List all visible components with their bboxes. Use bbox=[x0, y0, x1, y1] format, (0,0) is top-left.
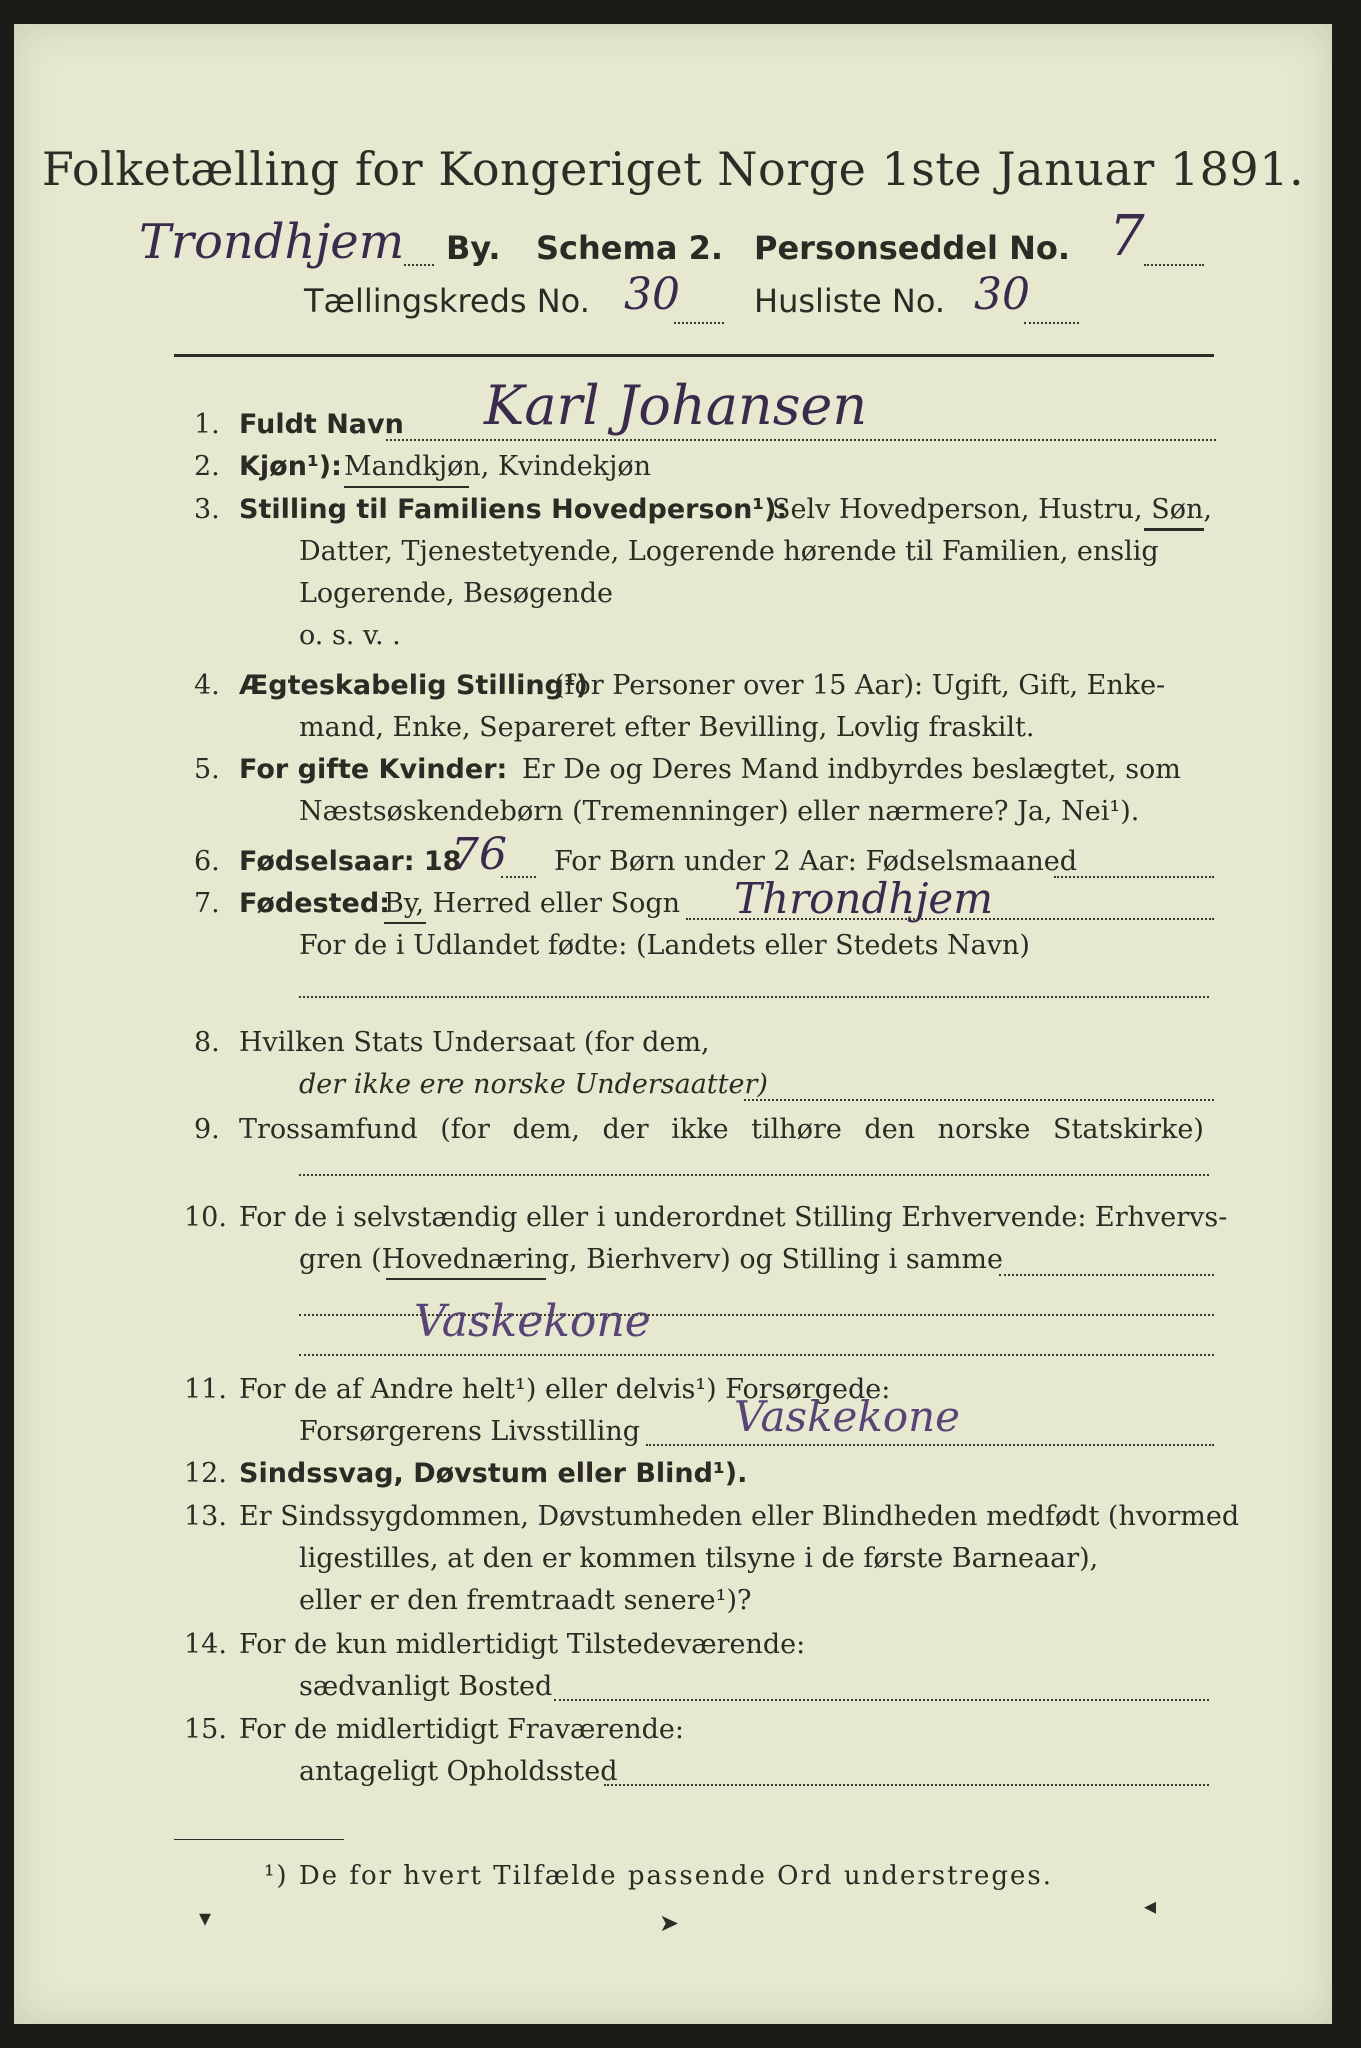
q7-number: 7. bbox=[194, 888, 220, 919]
q8-line2: der ikke ere norske Undersaatter) bbox=[299, 1069, 768, 1100]
q10-dotted-3 bbox=[299, 1354, 1214, 1356]
q15-number: 15. bbox=[184, 1714, 227, 1745]
census-form-sheet bbox=[14, 24, 1332, 2024]
q10-dotted-1 bbox=[999, 1274, 1214, 1276]
q3-underline-son bbox=[1144, 528, 1204, 531]
personseddel-label: Personseddel No. bbox=[754, 229, 1071, 267]
q13-line2: ligestilles, at den er kommen tilsyne i de første Barneaar), bbox=[299, 1543, 1099, 1574]
q11-answer-occupation: Vaskekone bbox=[734, 1392, 961, 1441]
q12-number: 12. bbox=[184, 1458, 227, 1489]
q3-line3: Logerende, Besøgende bbox=[299, 578, 613, 609]
footnote-rule bbox=[174, 1839, 344, 1840]
kreds-label: Tællingskreds No. bbox=[304, 282, 590, 320]
q14-line2: sædvanligt Bosted bbox=[299, 1671, 553, 1702]
q3-label: Stilling til Familiens Hovedperson¹): bbox=[239, 494, 788, 525]
q4-label: Ægteskabelig Stilling¹) bbox=[239, 670, 589, 701]
footnote-text: ¹) De for hvert Tilfælde passende Ord understreges. bbox=[264, 1861, 1054, 1891]
q6-number: 6. bbox=[194, 846, 220, 877]
q9-number: 9. bbox=[194, 1114, 220, 1145]
q15-dotted-line bbox=[604, 1784, 1209, 1786]
q10-line1: For de i selvstændig eller i underordnet Stilling Erhvervende: Erhvervs- bbox=[239, 1202, 1228, 1233]
q2-number: 2. bbox=[194, 451, 220, 482]
q3-number: 3. bbox=[194, 494, 220, 525]
q5-line2: Næstsøskendebørn (Tremenninger) eller nærmere? Ja, Nei¹). bbox=[299, 796, 1140, 827]
q12-line1: Sindssvag, Døvstum eller Blind¹). bbox=[239, 1458, 748, 1489]
registration-mark-right-icon: ◂ bbox=[1144, 1892, 1157, 1920]
q10-line2: gren (Hovednæring, Bierhverv) og Stilling i samme bbox=[299, 1244, 1004, 1275]
q11-line1: For de af Andre helt¹) eller delvis¹) Forsørgede: bbox=[239, 1374, 891, 1405]
q2-options: Mandkjøn, Kvindekjøn bbox=[344, 451, 652, 482]
q9-dotted-line bbox=[299, 1174, 1209, 1176]
personseddel-dotted-line bbox=[1144, 264, 1204, 266]
q10-answer-occupation: Vaskekone bbox=[414, 1296, 651, 1347]
by-label: By. bbox=[446, 229, 501, 267]
q14-line1: For de kun midlertidigt Tilstedeværende: bbox=[239, 1629, 806, 1660]
q4-line1: (for Personer over 15 Aar): Ugift, Gift, Enke- bbox=[554, 670, 1166, 701]
q1-number: 1. bbox=[194, 409, 220, 440]
q2-label: Kjøn¹): bbox=[239, 451, 342, 482]
q15-line2: antageligt Opholdssted bbox=[299, 1756, 618, 1787]
q11-number: 11. bbox=[184, 1374, 227, 1405]
q7-label: Fødested: bbox=[239, 888, 390, 919]
q10-number: 10. bbox=[184, 1202, 227, 1233]
q13-line3: eller er den fremtraadt senere¹)? bbox=[299, 1585, 752, 1616]
kreds-number: 30 bbox=[624, 269, 680, 320]
q8-line1: Hvilken Stats Undersaat (for dem, bbox=[239, 1027, 710, 1058]
q11-line2: Forsørgerens Livsstilling bbox=[299, 1416, 641, 1447]
q7-line2: For de i Udlandet fødte: (Landets eller Stedets Navn) bbox=[299, 930, 1030, 961]
q15-line1: For de midlertidigt Fraværende: bbox=[239, 1714, 685, 1745]
q8-dotted-line bbox=[744, 1099, 1214, 1101]
q6-month-dotted bbox=[1054, 876, 1214, 878]
husliste-dotted-line bbox=[1024, 322, 1079, 324]
q5-number: 5. bbox=[194, 754, 220, 785]
q11-dotted-line bbox=[646, 1444, 1214, 1446]
registration-mark-left-icon: ▾ bbox=[199, 1904, 212, 1932]
q9-line1: Trossamfund (for dem, der ikke tilhøre den norske Statskirke) bbox=[239, 1114, 1204, 1145]
q14-dotted-line bbox=[554, 1699, 1209, 1701]
header-rule bbox=[174, 354, 1214, 357]
q5-line1: Er De og Deres Mand indbyrdes beslægtet, som bbox=[522, 754, 1181, 785]
q7-text: By, Herred eller Sogn bbox=[384, 888, 680, 919]
q13-line1: Er Sindssygdommen, Døvstumheden eller Blindheden medfødt (hvormed bbox=[239, 1501, 1240, 1532]
q4-number: 4. bbox=[194, 670, 220, 701]
q1-dotted-line bbox=[386, 439, 1216, 441]
q6-year-dotted bbox=[501, 876, 536, 878]
q7-line2-dotted bbox=[299, 996, 1209, 998]
q6-year-handwritten: 76 bbox=[451, 829, 507, 880]
registration-mark-center-icon: ➤ bbox=[659, 1909, 680, 1937]
city-dotted-line bbox=[404, 264, 434, 266]
q5-label: For gifte Kvinder: bbox=[239, 754, 508, 785]
q8-number: 8. bbox=[194, 1027, 220, 1058]
q3-line4: o. s. v. . bbox=[299, 620, 401, 651]
q7-answer-place: Throndhjem bbox=[734, 874, 994, 923]
q2-underline-mandkjon bbox=[344, 486, 469, 488]
q3-line1: Selv Hovedperson, Hustru, Søn, bbox=[772, 494, 1212, 525]
q10-underline-hovednaering bbox=[386, 1278, 546, 1280]
q6-text: For Børn under 2 Aar: Fødselsmaaned bbox=[554, 846, 1078, 877]
schema-label: Schema 2. bbox=[536, 229, 723, 267]
q1-answer-name: Karl Johansen bbox=[484, 374, 868, 437]
q3-line2: Datter, Tjenestetyende, Logerende hørende til Familien, enslig bbox=[299, 536, 1159, 567]
q6-label: Fødselsaar: 18 bbox=[239, 846, 462, 877]
q7-underline-by bbox=[384, 922, 426, 924]
q13-number: 13. bbox=[184, 1501, 227, 1532]
personseddel-number: 7 bbox=[1109, 204, 1145, 269]
kreds-dotted-line bbox=[674, 322, 724, 324]
form-title: Folketælling for Kongeriget Norge 1ste Januar 1891. bbox=[41, 142, 1305, 196]
husliste-label: Husliste No. bbox=[754, 282, 945, 320]
city-handwritten: Trondhjem bbox=[139, 214, 405, 270]
q4-line2: mand, Enke, Separeret efter Bevilling, Lovlig fraskilt. bbox=[299, 712, 1035, 743]
q1-label: Fuldt Navn bbox=[239, 409, 404, 440]
q14-number: 14. bbox=[184, 1629, 227, 1660]
husliste-number: 30 bbox=[974, 269, 1030, 320]
